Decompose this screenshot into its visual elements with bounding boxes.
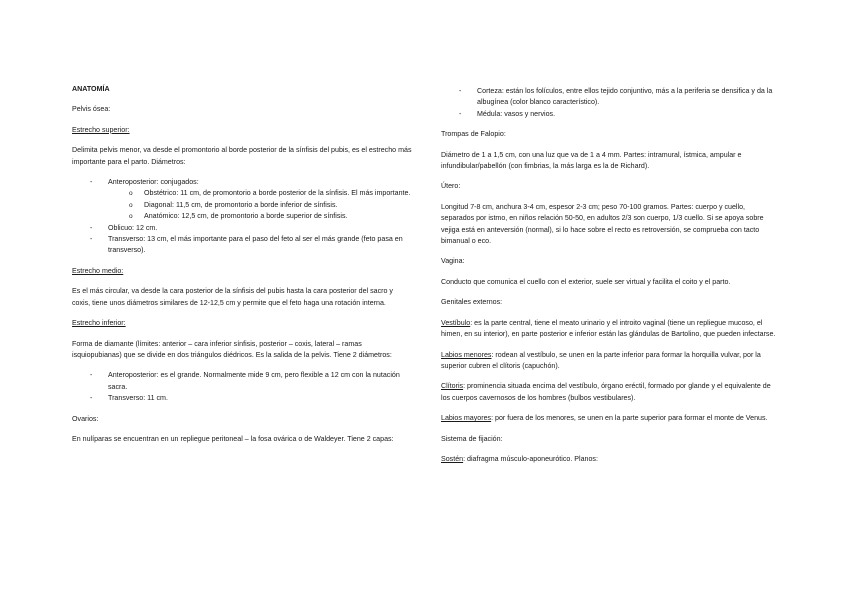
list-item: - Médula: vasos y nervios. — [441, 109, 776, 120]
list-item: - Transverso: 13 cm, el más importante para el paso del feto al ser el más grande (feto pasa en transverso). — [72, 234, 412, 257]
ovario-capas-list — [441, 86, 776, 120]
vagina-heading: Vagina: — [441, 257, 465, 266]
clitoris-paragraph — [441, 381, 776, 404]
sosten-term: Sostén — [441, 454, 464, 463]
labios-menores-term: Labios menores — [441, 350, 492, 359]
labios-menores-paragraph — [441, 350, 776, 373]
left-column — [72, 84, 412, 454]
ovarios-text: En nulíparas se encuentran en un repliegue peritoneal – la fosa ovárica o de Waldeyer. Tiene 2 capas: — [72, 434, 394, 443]
list-item: - Anteroposterior: es el grande. Normalmente mide 9 cm, pero flexible a 12 cm con la nutación sacra. — [72, 370, 412, 393]
estrecho-inferior-heading: Estrecho inferior: — [72, 319, 126, 328]
estrecho-medio-text: Es el más circular, va desde la cara posterior de la sínfisis del pubis hasta la cara posterior del sacro y coxis, tiene unos diámetros similares de 12-12,5 cm y permite que el feto haga una rotación interna. — [72, 287, 393, 307]
labios-mayores-paragraph — [441, 413, 776, 424]
list-item: - Corteza: están los folículos, entre ellos tejido conjuntivo, más a la periferia se densifica y da la albugínea (color blanco característico). — [441, 86, 776, 109]
list-item: o Anatómico: 12,5 cm, de promontorio a borde superior de sínfisis. — [72, 211, 412, 222]
vestibulo-text: : es la parte central, tiene el meato urinario y el introito vaginal (tiene un repliegue mucoso, el himen, en su interior), en parte posterior e inferior están las glándulas de Bartolino, que pueden infectarse. — [441, 318, 776, 339]
estrecho-superior-list — [72, 177, 412, 257]
vestibulo-paragraph — [441, 318, 776, 341]
sosten-text: : diafragma músculo-aponeurótico. Planos: — [463, 454, 598, 463]
utero-heading: Útero: — [441, 182, 461, 191]
estrecho-superior-heading: Estrecho superior: — [72, 125, 130, 134]
estrecho-inferior-list — [72, 370, 412, 404]
sosten-paragraph — [441, 454, 776, 465]
clitoris-text: : prominencia situada encima del vestíbulo, órgano eréctil, formado por glande y el equivalente de los cuerpos cavernosos de los hombres (bulbos vestibulares). — [441, 382, 771, 402]
list-item: - Oblicuo: 12 cm. — [72, 223, 412, 234]
vagina-text: Conducto que comunica el cuello con el exterior, suele ser virtual y facilita el coito y el parto. — [441, 277, 731, 286]
list-item: o Diagonal: 11,5 cm, de promontorio a borde inferior de sínfisis. — [72, 200, 412, 211]
estrecho-inferior-text: Forma de diamante (límites: anterior – cara inferior sínfisis, posterior – coxis, lateral – ramas isquiopubianas) que se divide en dos triángulos diédricos. Es la salida de la pelvis. Tiene 2 diámetros: — [72, 339, 392, 359]
labios-menores-text: : rodean al vestíbulo, se unen en la parte inferior para formar la horquilla vulvar, por la superior cubren el clítoris (capuchón). — [441, 350, 761, 370]
ovarios-heading: Ovarios: — [72, 414, 99, 423]
pelvis-osea-heading: Pelvis ósea: — [72, 105, 111, 114]
estrecho-medio-heading: Estrecho medio: — [72, 266, 124, 275]
labios-mayores-term: Labios mayores — [441, 414, 492, 423]
labios-mayores-text: : por fuera de los menores, se unen en la parte superior para formar el monte de Venus. — [491, 414, 768, 423]
trompas-heading: Trompas de Falopio: — [441, 130, 506, 139]
trompas-text: Diámetro de 1 a 1,5 cm, con una luz que va de 1 a 4 mm. Partes: intramural, ístmica, ampular e infundibular/pabellón (con fimbrias, la más larga es la de Richard). — [441, 150, 742, 171]
fijacion-heading: Sistema de fijación: — [441, 434, 503, 443]
document-title: ANATOMÍA — [72, 85, 110, 93]
estrecho-superior-text: Delimita pelvis menor, va desde el promontorio al borde posterior de la sínfisis del pubis, es el estrecho más importante para el parto. Diámetros: — [72, 146, 412, 166]
vestibulo-term: Vestíbulo — [441, 318, 471, 327]
list-item: o Obstétrico: 11 cm, de promontorio a borde posterior de la sínfisis. El más importante. — [72, 188, 412, 199]
genitales-heading: Genitales externos: — [441, 298, 503, 307]
list-item: - Anteroposterior: conjugados: — [72, 177, 412, 188]
utero-text: Longitud 7-8 cm, anchura 3-4 cm, espesor 2-3 cm; peso 70-100 gramos. Partes: cuerpo y cuello, separados por istmo, en niños relación 50-50, en adultos 2/3 son cuerpo, 1/3 cuello. Si se apoya sobre vejiga está en anteversión (normal), si lo hace sobre el recto es retroversión, se comprueba con tacto bimanual o eco. — [441, 202, 764, 246]
list-item: - Transverso: 11 cm. — [72, 393, 412, 404]
clitoris-term: Clítoris — [441, 382, 464, 391]
right-column — [441, 86, 776, 474]
